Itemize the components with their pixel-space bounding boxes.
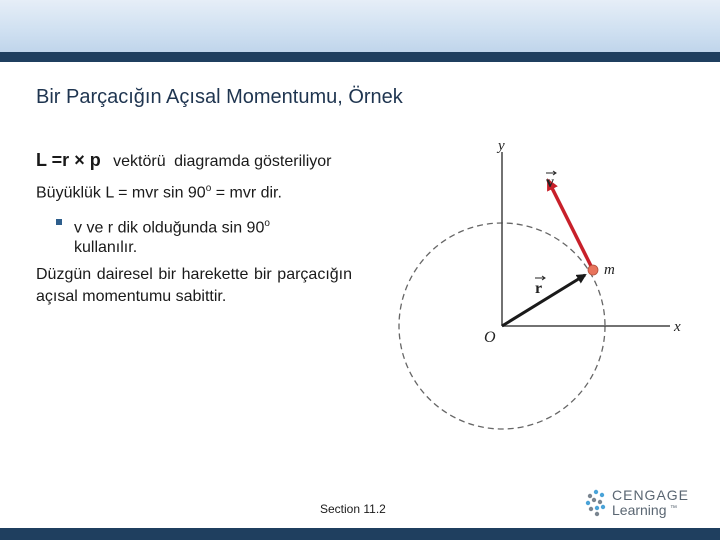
mass-label: m [604, 262, 615, 278]
r-vector-label: r [535, 280, 543, 297]
logo-trademark: ™ [670, 505, 677, 512]
bullet-marker [56, 219, 62, 225]
formula: L =r × p [36, 150, 101, 170]
x-axis-label: x [674, 319, 681, 335]
text-fragment: vektörü [113, 153, 166, 170]
text-line-vector [36, 150, 331, 171]
bullet-text [74, 214, 336, 258]
logo-dots-icon [586, 490, 605, 516]
velocity-vector [548, 180, 592, 268]
origin-label: O [484, 329, 496, 346]
header-band [0, 0, 720, 52]
position-vector [502, 275, 585, 326]
v-vector-label: v [546, 174, 554, 191]
text-fragment: = mvr dir. [211, 184, 282, 202]
paragraph: Düzgün dairesel bir harekette bir parçacığın açısal momentumu sabittir. [36, 266, 352, 305]
superscript: o [205, 183, 212, 194]
bullet-item [56, 214, 336, 258]
logo-text-learning: Learning [612, 502, 667, 518]
particle [588, 265, 598, 275]
footer-section: Section 11.2 [320, 502, 386, 516]
y-axis-label: y [498, 138, 505, 154]
cengage-logo [584, 486, 704, 520]
text-fragment: diagramda gösteriliyor [174, 153, 332, 170]
text-fragment: kullanılır. [74, 239, 138, 257]
header-rule [0, 52, 720, 62]
logo-text-cengage: CENGAGE [612, 487, 690, 503]
text-line-magnitude [36, 183, 282, 202]
text-fragment: v ve r dik olduğunda sin 90 [74, 219, 265, 237]
angular-momentum-diagram [380, 130, 700, 470]
superscript: o [264, 218, 270, 229]
footer-rule [0, 528, 720, 540]
slide-title: Bir Parçacığın Açısal Momentumu, Örnek [36, 86, 403, 108]
text-fragment: Büyüklük L = mvr sin 90 [36, 184, 206, 202]
